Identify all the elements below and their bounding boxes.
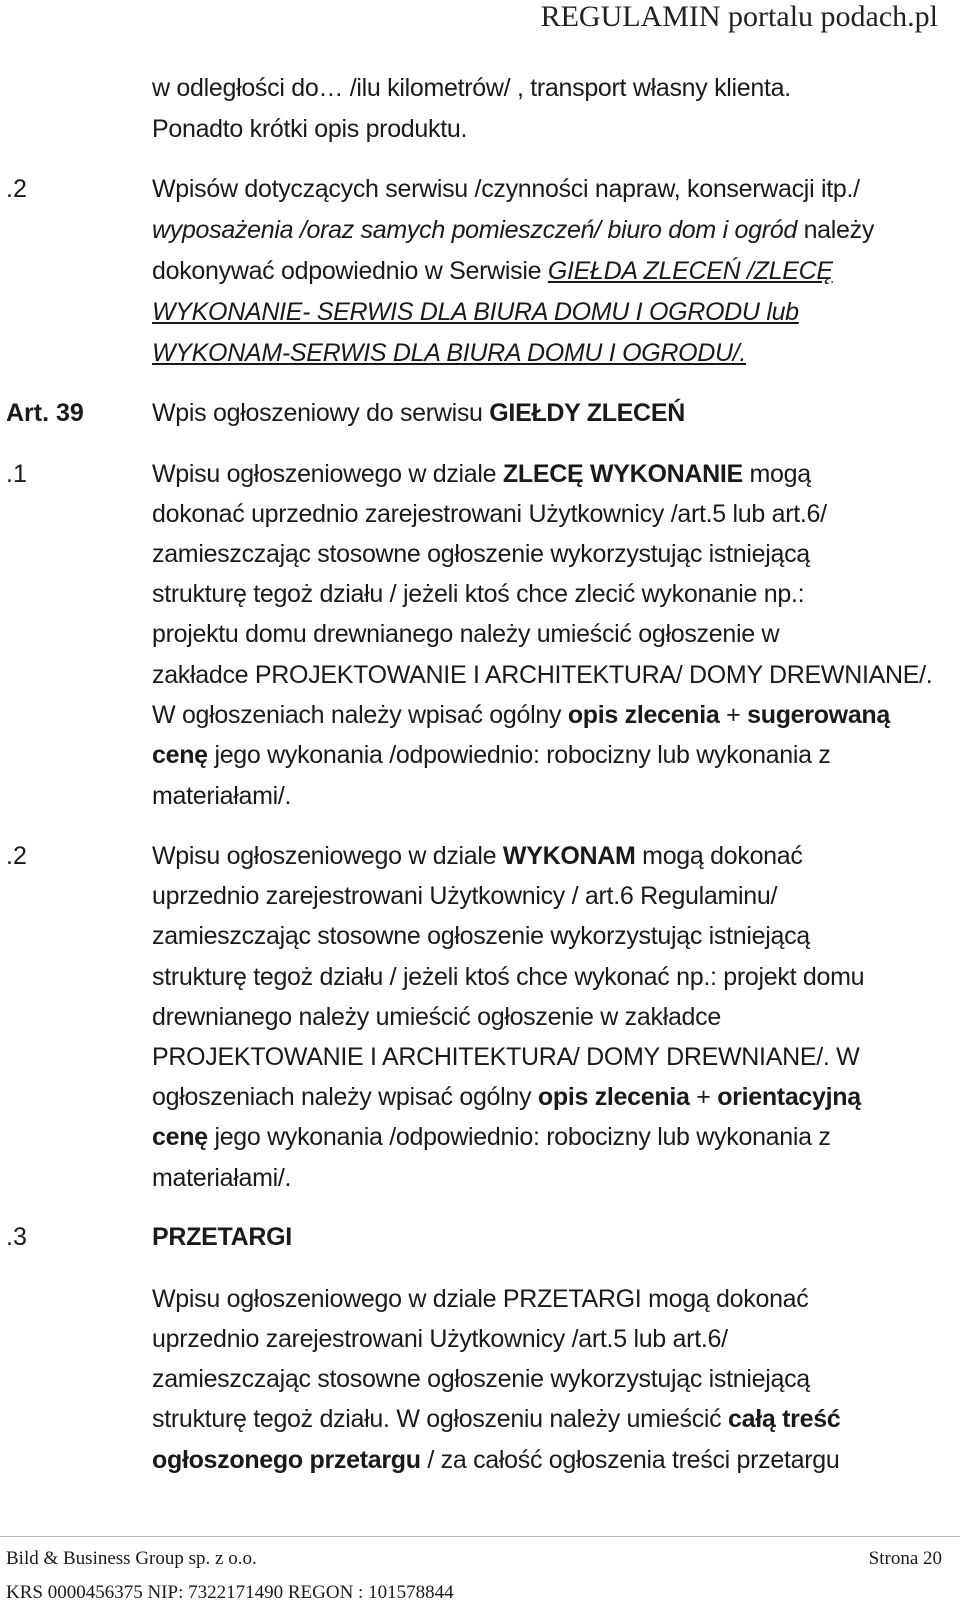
article-number: Art. 39 [6,399,84,427]
section-number: .2 [6,842,27,870]
text-line: Ponadto krótki opis produktu. [152,115,468,143]
text-fragment: należy [796,216,875,244]
text-fragment: ogłoszeniach należy wpisać ogólny [152,1083,538,1111]
text-line: zakładce PROJEKTOWANIE I ARCHITEKTURA/ DOMY DREWNIANE/. [152,661,933,689]
text-line [152,1399,952,1440]
text-line: dokonać uprzednio zarejestrowani Użytkownicy /art.5 lub art.6/ [152,500,827,528]
text-bold: PRZETARGI [152,1223,292,1251]
service-link-text: WYKONANIE- SERWIS DLA BIURA DOMU I OGRODU lub [152,298,799,326]
text-line [152,1117,952,1158]
text-bold: ogłoszonego przetargu [152,1446,421,1474]
text-line [152,333,952,374]
text-line: strukturę tegoż działu / jeżeli ktoś chce wykonać np.: projekt domu [152,963,865,991]
text-fragment: mogą [742,460,811,488]
page-header-title: REGULAMIN portalu podach.pl [540,0,938,33]
text-fragment: W ogłoszeniach należy wpisać ogólny [152,701,568,729]
text-line: Wpisu ogłoszeniowego w dziale PRZETARGI mogą dokonać [152,1285,809,1313]
text-fragment: + [689,1083,718,1111]
footer-divider [0,1536,960,1537]
text-bold: ZLECĘ WYKONANIE [502,460,743,488]
text-line: uprzednio zarejestrowani Użytkownicy / art.6 Regulaminu/ [152,882,778,910]
text-fragment: Wpisu ogłoszeniowego w dziale [152,460,503,488]
text-fragment: / za całość ogłoszenia treści przetargu [420,1446,840,1474]
text-bold: całą treść [728,1405,841,1433]
section-number: .3 [6,1223,27,1251]
text-line: materiałami/. [152,782,292,810]
text-line: Wpisów dotyczących serwisu /czynności napraw, konserwacji itp./ [152,175,860,203]
text-bold: cenę [152,1123,208,1151]
text-line [152,1077,952,1118]
text-bold: cenę [152,741,208,769]
text-bold: GIEŁDY ZLECEŃ [489,399,685,427]
footer-registry: KRS 0000456375 NIP: 7322171490 REGON : 101578844 [6,1582,454,1603]
text-line: projektu domu drewnianego należy umieścić ogłoszenie w [152,620,780,648]
text-line: materiałami/. [152,1164,292,1192]
section-number: .2 [6,175,27,203]
text-line: zamieszczając stosowne ogłoszenie wykorzystując istniejącą [152,540,810,568]
text-bold: opis zlecenia [537,1083,690,1111]
text-line: PROJEKTOWANIE I ARCHITEKTURA/ DOMY DREWNIANE/. W [152,1043,860,1071]
text-line [152,292,952,333]
service-link-text: GIEŁDA ZLECEŃ /ZLECĘ [547,257,833,285]
text-fragment: Wpis ogłoszeniowy do serwisu [152,399,490,427]
text-italic: wyposażenia /oraz samych pomieszczeń/ biuro dom i ogród [152,216,797,244]
text-fragment: strukturę tegoż działu. W ogłoszeniu należy umieścić [152,1405,729,1433]
text-line [152,1440,952,1481]
text-line: drewnianego należy umieścić ogłoszenie w zakładce [152,1003,721,1031]
footer-page-number: Strona 20 [868,1548,942,1569]
footer-company: Bild & Business Group sp. z o.o. [6,1548,257,1569]
text-bold: opis zlecenia [567,701,720,729]
text-bold: orientacyjną [717,1083,861,1111]
text-fragment: mogą dokonać [635,842,803,870]
text-line [152,210,952,251]
text-bold: sugerowaną [747,701,890,729]
text-fragment: Wpisu ogłoszeniowego w dziale [152,842,503,870]
text-bold: WYKONAM [502,842,636,870]
text-line: uprzednio zarejestrowani Użytkownicy /art.5 lub art.6/ [152,1325,728,1353]
text-line: w odległości do… /ilu kilometrów/ , transport własny klienta. [152,74,791,102]
section-heading [152,1217,952,1258]
text-line [152,251,952,292]
service-link-text: WYKONAM-SERWIS DLA BIURA DOMU I OGRODU/. [152,339,747,367]
text-fragment: + [719,701,748,729]
text-fragment: jego wykonania /odpowiednio: robocizny lub wykonania z [207,741,831,769]
text-line [152,735,952,776]
text-line [152,836,952,877]
text-line: strukturę tegoż działu / jeżeli ktoś chce zlecić wykonanie np.: [152,580,805,608]
section-number: .1 [6,460,27,488]
text-line [152,695,952,736]
text-fragment: dokonywać odpowiednio w Serwisie [152,257,548,285]
text-line [152,454,952,495]
text-fragment: jego wykonania /odpowiednio: robocizny lub wykonania z [207,1123,831,1151]
text-line: zamieszczając stosowne ogłoszenie wykorzystując istniejącą [152,1365,810,1393]
article-title [152,393,952,434]
text-line: zamieszczając stosowne ogłoszenie wykorzystując istniejącą [152,922,810,950]
